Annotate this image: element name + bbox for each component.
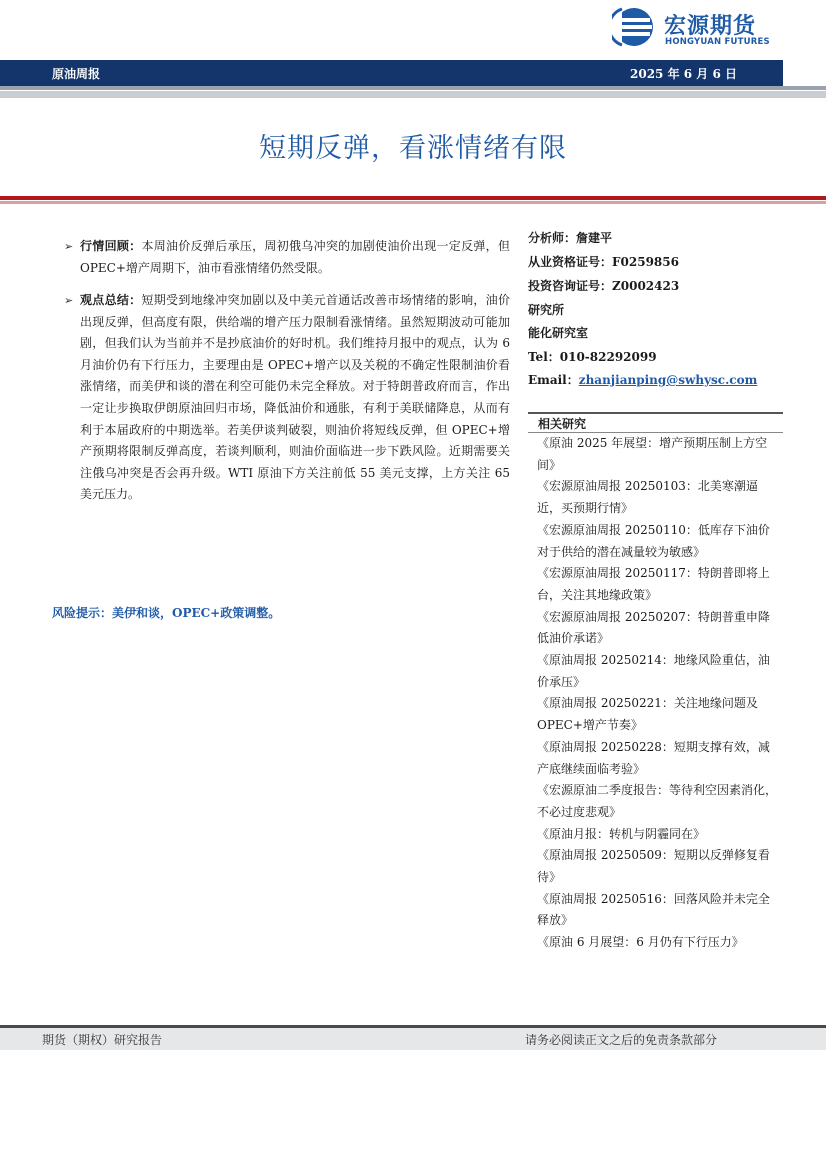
related-research-heading: 相关研究 xyxy=(538,417,587,431)
email-label: Email： xyxy=(528,373,579,387)
related-research-item[interactable]: 《原油月报：转机与阴霾同在》 xyxy=(537,826,706,841)
footer-report-type: 期货（期权）研究报告 xyxy=(42,1033,163,1047)
related-research-item[interactable]: 《原油 6 月展望：6 月仍有下行压力》 xyxy=(537,935,744,950)
analyst-tel: Tel：010-82292099 xyxy=(528,350,657,364)
institute: 研究所 xyxy=(528,303,565,317)
department: 能化研究室 xyxy=(528,326,589,340)
related-research-item[interactable]: 《原油周报 20250516：回落风险并未完全释放》 xyxy=(537,891,770,928)
related-research-header xyxy=(528,412,783,433)
related-research-item[interactable]: 《原油周报 20250228：短期支撑有效，减产底继续面临考验》 xyxy=(537,739,770,776)
logo-name-cn: 宏源期货 xyxy=(664,14,757,39)
analyst-email-link[interactable]: zhanjianping@swhysc.com xyxy=(578,373,758,387)
market-review-label: 行情回顾： xyxy=(80,239,142,253)
related-research-item[interactable]: 《原油周报 20250221：关注地缘问题及 OPEC+增产节奏》 xyxy=(537,696,758,733)
bullet-arrow-icon: ➢ xyxy=(64,240,74,253)
view-summary xyxy=(64,290,510,506)
related-research-list xyxy=(537,433,777,954)
view-summary-label: 观点总结： xyxy=(80,293,142,307)
analyst-name: 分析师：詹建平 xyxy=(528,231,613,245)
related-research-item[interactable]: 《原油周报 20250214：地缘风险重估，油价承压》 xyxy=(537,653,770,689)
related-research-item[interactable]: 《宏源原油周报 20250207：特朗普重申降低油价承诺》 xyxy=(537,609,770,646)
related-research-item[interactable]: 《宏源原油二季度报告：等待利空因素消化，不必过度悲观》 xyxy=(537,783,778,819)
market-review xyxy=(64,236,510,279)
bullet-arrow-icon: ➢ xyxy=(64,294,74,307)
risk-warning: 风险提示：美伊和谈，OPEC+政策调整。 xyxy=(52,606,281,620)
related-research-item[interactable]: 《宏源原油周报 20250117：特朗普即将上台，关注其地缘政策》 xyxy=(537,566,770,602)
related-research-item[interactable]: 《宏源原油周报 20250110：低库存下油价对于供给的潜在减量较为敏感》 xyxy=(537,522,770,559)
title-divider-light xyxy=(0,201,826,204)
footer-disclaimer: 请务必阅读正文之后的免责条款部分 xyxy=(525,1033,718,1047)
report-type: 原油周报 xyxy=(52,67,101,81)
analyst-license: 从业资格证号：F0259856 xyxy=(528,255,679,269)
analyst-email-row xyxy=(528,371,757,388)
logo-name-en: HONGYUAN FUTURES xyxy=(665,37,770,47)
market-review-text: 本周油价反弹后承压，周初俄乌冲突的加剧使油价出现一定反弹，但 OPEC+增产周期下，油市看涨情绪仍然受限。 xyxy=(80,239,510,275)
related-research-item[interactable]: 《原油周报 20250509：短期以反弹修复看待》 xyxy=(537,848,770,885)
report-date: 2025 年 6 月 6 日 xyxy=(630,67,737,81)
header-divider xyxy=(0,86,826,90)
page-footer xyxy=(0,1025,826,1050)
company-logo xyxy=(612,6,792,48)
view-summary-text: 短期受到地缘冲突加剧以及中美元首通话改善市场情绪的影响，油价出现反弹，但高度有限，供给端的增产压力限制看涨情绪。虽然短期波动可能加剧，但我们认为当前并不是抄底油价的好时机。我们维持月报中的观点，认为 6 月油价仍有下行压力，主要理由是 OPEC+增产以及关税的不确定性限制油价看涨情绪，而美伊和谈的潜在利空可能仍未完全释放。对于特朗普政府而言，作出一定让步换取伊朗原油回归市场，降低油价和通胀，有利于美联储降息，从而有利于本届政府的中期选举。若美伊谈判破裂，则油价将短线反弹，但 OPEC+增产预期将限制反弹高度，若谈判顺利，则油价面临进一步下跌风险。近期需要关注俄乌冲突是否会再升级。WTI 原油下方关注前低 55 美元支撑，上方关注 65 美元压力。 xyxy=(80,293,510,502)
related-research-item[interactable]: 《宏源原油周报 20250103：北美寒潮逼近，买预期行情》 xyxy=(537,479,758,516)
title-divider xyxy=(0,196,826,200)
hongyuan-logo-icon xyxy=(612,6,658,48)
related-research-item[interactable]: 《原油 2025 年展望：增产预期压制上方空间》 xyxy=(537,436,768,472)
analyst-consult-license: 投资咨询证号：Z0002423 xyxy=(528,279,680,293)
report-title: 短期反弹，看涨情绪有限 xyxy=(259,133,567,164)
header-bar xyxy=(0,60,783,86)
header-divider-light xyxy=(0,91,826,98)
